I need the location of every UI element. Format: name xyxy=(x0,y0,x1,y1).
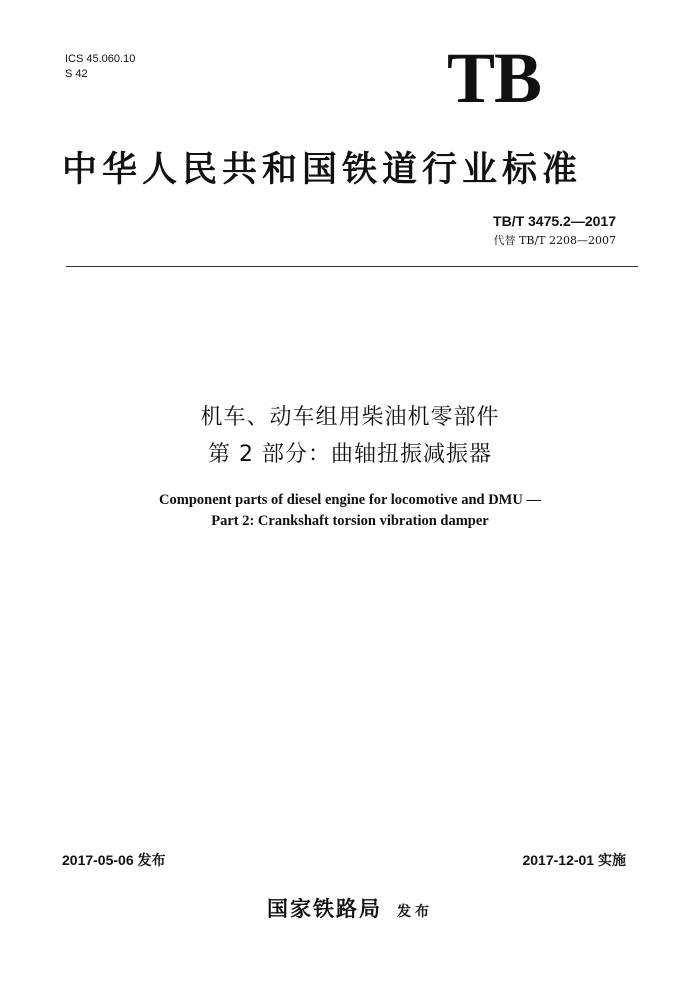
english-title-line-1: Component parts of diesel engine for locomotive and DMU — xyxy=(159,492,541,508)
ics-code: ICS 45.060.10 xyxy=(65,53,136,65)
publisher-line xyxy=(0,893,700,923)
replaces-note: 代替 TB/T 2208—2007 xyxy=(493,234,616,247)
publisher-name: 国家铁路局 xyxy=(266,896,382,921)
english-title-line-2: Part 2: Crankshaft torsion vibration damper xyxy=(211,513,489,529)
header-divider xyxy=(66,266,638,267)
publisher-action: 发布 xyxy=(397,904,434,920)
issue-date: 2017-05-06 发布 xyxy=(62,852,166,868)
chinese-title-line-2: 第 2 部分：曲轴扭振减振器 xyxy=(208,442,492,467)
chinese-title-line-1: 机车、动车组用柴油机零部件 xyxy=(200,405,500,430)
standard-number: TB/T 3475.2—2017 xyxy=(493,213,616,229)
implementation-date: 2017-12-01 实施 xyxy=(522,852,626,868)
tb-logo: TB xyxy=(447,38,542,118)
ccs-code: S 42 xyxy=(65,68,88,80)
standard-type-title: 中华人民共和国铁道行业标准 xyxy=(62,149,583,190)
classification-codes xyxy=(65,52,135,82)
